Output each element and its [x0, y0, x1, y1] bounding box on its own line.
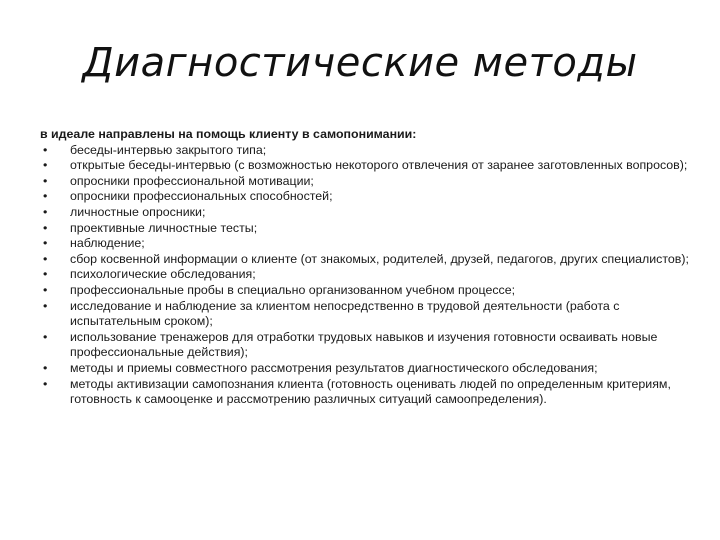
list-item	[40, 236, 690, 252]
bullet-icon: •	[43, 220, 48, 235]
list-item	[40, 143, 690, 159]
list-item-text: методы активизации самопознания клиента (готовность оценивать людей по определенным критериям, готовность к самооценке и рассмотрению различных ситуаций самоопределения).	[70, 376, 671, 407]
bullet-icon: •	[43, 204, 48, 219]
list-item-text: личностные опросники;	[70, 204, 206, 219]
bullet-icon: •	[43, 267, 48, 282]
bullet-icon: •	[43, 329, 48, 344]
list-item	[40, 205, 690, 221]
list-item	[40, 361, 690, 377]
list-item-text: наблюдение;	[70, 236, 145, 251]
list-item-text: опросники профессиональных способностей;	[70, 189, 333, 204]
list-item-text: опросники профессиональной мотивации;	[70, 173, 314, 188]
intro-text: в идеале направлены на помощь клиенту в самопонимании:	[40, 127, 417, 141]
list-item-text: проективные личностные тесты;	[70, 220, 258, 235]
list-item-text: профессиональные пробы в специально организованном учебном процессе;	[70, 282, 516, 297]
list-item	[40, 174, 690, 190]
slide-title: Диагностические методы	[82, 40, 638, 86]
list-item	[40, 330, 690, 361]
list-item	[40, 299, 690, 330]
bullet-icon: •	[43, 142, 48, 157]
list-item-text: открытые беседы-интервью (с возможностью некоторого отвлечения от заранее заготовленных вопросов);	[70, 158, 688, 173]
bullet-icon: •	[43, 189, 48, 204]
bullet-icon: •	[43, 282, 48, 297]
list-item	[40, 158, 690, 174]
list-item	[40, 189, 690, 205]
bullet-icon: •	[43, 360, 48, 375]
bullet-icon: •	[43, 173, 48, 188]
list-item-text: сбор косвенной информации о клиенте (от знакомых, родителей, друзей, педагогов, других специалистов);	[70, 251, 689, 266]
list-item	[40, 221, 690, 237]
list-item-text: методы и приемы совместного рассмотрения результатов диагностического обследования;	[70, 360, 598, 375]
bullet-icon: •	[43, 236, 48, 251]
bullet-icon: •	[43, 298, 48, 313]
list-item	[40, 267, 690, 283]
bullet-icon: •	[43, 158, 48, 173]
list-item-text: беседы-интервью закрытого типа;	[70, 142, 267, 157]
list-item	[40, 283, 690, 299]
list-item-text: использование тренажеров для отработки трудовых навыков и изучения готовности осваивать новые профессиональные действия);	[70, 329, 658, 360]
list-item-text: исследование и наблюдение за клиентом непосредственно в трудовой деятельности (работа с испытательным сроком);	[70, 298, 620, 329]
bullet-icon: •	[43, 376, 48, 391]
list-item-text: психологические обследования;	[70, 267, 256, 282]
list-item	[40, 377, 690, 408]
bullet-icon: •	[43, 251, 48, 266]
list-item	[40, 252, 690, 268]
slide-content	[40, 127, 690, 408]
method-list	[40, 143, 690, 408]
